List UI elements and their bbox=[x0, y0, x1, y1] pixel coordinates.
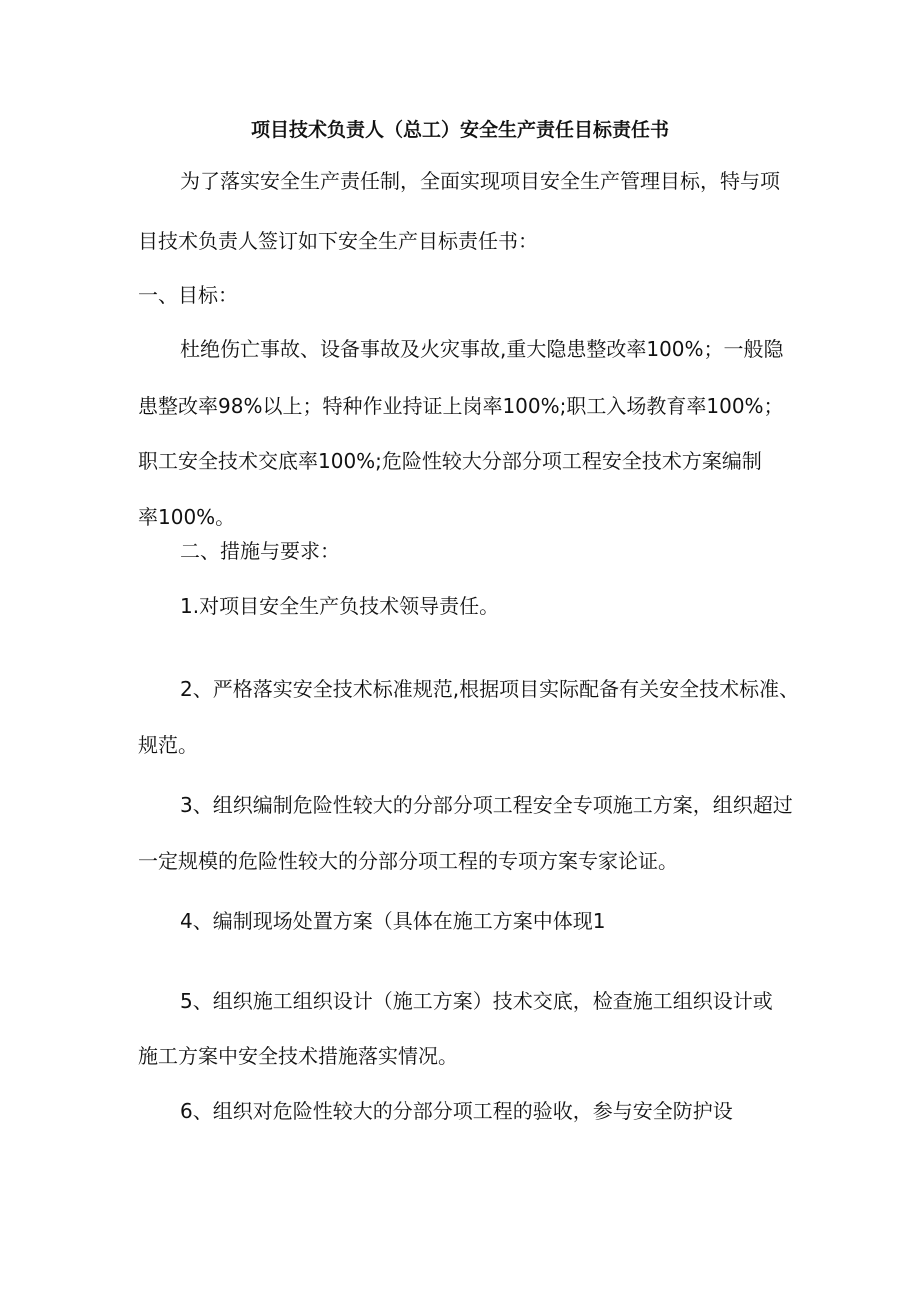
list-item: 1.对项目安全生产负技术领导责任。 bbox=[180, 594, 500, 618]
list-item: 2、严格落实安全技术标准规范,根据项目实际配备有关安全技术标准、 bbox=[180, 677, 800, 701]
document-title: 项目技术负责人（总工）安全生产责任目标责任书 bbox=[250, 119, 669, 141]
paragraph-line: 杜绝伤亡事故、设备事故及火灾事故,重大隐患整改率100%；一般隐 bbox=[180, 337, 784, 361]
section-heading: 一、目标： bbox=[138, 283, 238, 307]
paragraph-line: 率100%。 bbox=[138, 505, 236, 529]
list-item-continuation: 一定规模的危险性较大的分部分项工程的专项方案专家论证。 bbox=[138, 849, 678, 873]
list-item: 3、组织编制危险性较大的分部分项工程安全专项施工方案，组织超过 bbox=[180, 793, 793, 817]
paragraph-line: 为了落实安全生产责任制，全面实现项目安全生产管理目标，特与项 bbox=[180, 169, 780, 193]
paragraph-line: 患整改率98%以上；特种作业持证上岗率100%;职工入场教育率100%； bbox=[138, 394, 784, 418]
list-item-continuation: 规范。 bbox=[138, 733, 198, 757]
list-item: 4、编制现场处置方案（具体在施工方案中体现1 bbox=[180, 909, 606, 933]
section-heading: 二、措施与要求： bbox=[180, 539, 340, 563]
paragraph-line: 目技术负责人签订如下安全生产目标责任书： bbox=[138, 229, 538, 253]
list-item: 5、组织施工组织设计（施工方案）技术交底，检查施工组织设计或 bbox=[180, 989, 773, 1013]
list-item-continuation: 施工方案中安全技术措施落实情况。 bbox=[138, 1044, 458, 1068]
list-item: 6、组织对危险性较大的分部分项工程的验收，参与安全防护设 bbox=[180, 1099, 733, 1123]
paragraph-line: 职工安全技术交底率100%;危险性较大分部分项工程安全技术方案编制 bbox=[138, 449, 762, 473]
